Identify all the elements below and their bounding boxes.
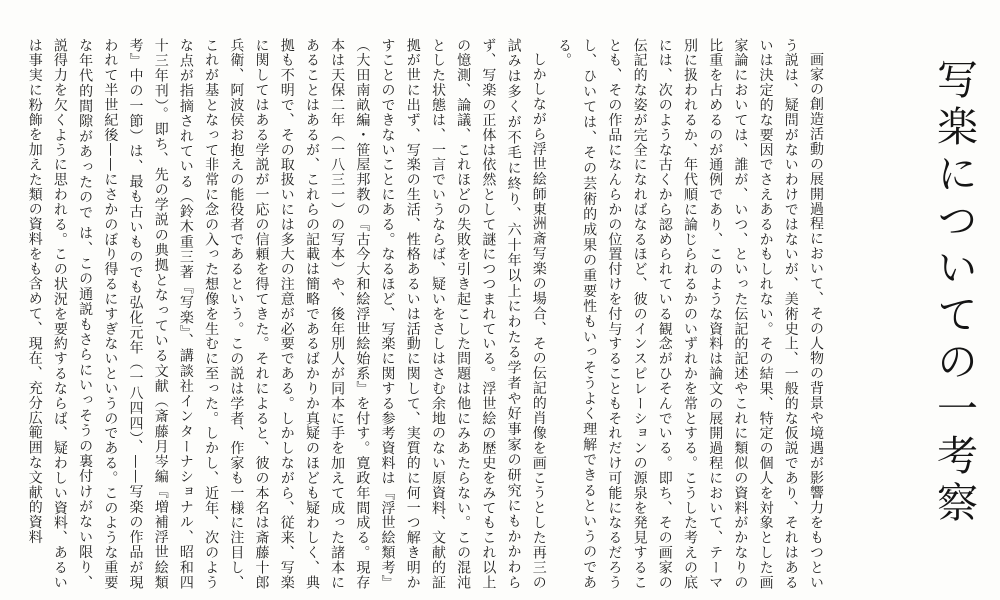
paragraph-intro: 画家の創造活動の展開過程において、その人物の背景や境遇が影響力をもつという説は、疑問がないわけではないが、美術史上、一般的な仮説であり、それはあるいは決定的な要因でさえあるかもしれない。その結果、特定の個人を対象とした画家論においては、誰が、いつ、といった伝記的記述やこれに類似の資料がかなりの比重を占めるのが通例であり、このような資料は論文の展開過程において、テーマ別に扱われるか、年代順に論じられるかのいずれかを常とする。こうした考えの底には、次のような古くから認められている観念がひそんでいる。即ち、その画家の伝記的な姿が完全になればなるほど、彼のインスピレーションの源泉を発見することも、その作品になんらかの位置付けを付与することもそれだけ可能になるだろうし、ひいては、その芸術的成果の重要性もいっそうよく理解できるというのである。 xyxy=(555,38,824,590)
paragraph-sharaku: しかしながら浮世絵師東洲斎写楽の場合、その伝記的肖像を画こうとした再三の試みは多くが不毛に終り、六十年以上にわたる学者や好事家の研究にもかかわらず、写楽の正体は依然として謎につつまれている。浮世絵の歴史をみてもこれ以上の憶測、論議、これほどの失敗を引き起こした問題は他にみあたらない。この混沌とした状態は、一言でいうならば、疑いをさしはさむ余地のない原資料、文献的証拠が世に出ず、写楽の生活、性格あるいは活動に関して、実質的に何一つ解き明かすことのできないことにある。なるほど、写楽に関する参考資料は『浮世絵類考』（大田南畝編・笹屋邦教の『古今大和絵浮世絵始系』を付す。寛政年間成る。現存本は天保二年（一八三一）の写本）や、後年別人が同本に手を加えて成った諸本にあることはあるが、これらの記載は簡略であるばかりか真疑のほども疑わしく、典拠も不明で、その取扱いには多大の注意が必要である。しかしながら、従来、写楽に関してはある学説が一応の信頼を得てきた。それによると、彼の本名は斎藤十郎兵衛、阿波侯お抱えの能役者であるという。この説は学者、作家も一様に注目し、これが基となって非常に念の入った想像を生むに至った。しかし、近年、次のような点が指摘されている（鈴木重三著『写楽』、講談社インターナショナル、昭和四十三年刊）。即ち、先の学説の典拠となっている文献（斎藤月岑編『増補浮世絵類考』中の一節）は、最も古いものでも弘化元年（一八四四）、——写楽の作品が現われて半世紀後——にさかのぼり得るにすぎないというのである。このような重要な年代的間隙があったので は、この通説もさらにいっそうの裏付けがない限り、説得力を欠くように思われる。この状況を要約するならば、疑わしい資料、あるいは事実に粉飾を加えた類の資料をも含めて、現在、充分広範囲な文献的資料 xyxy=(26,38,547,590)
essay-body xyxy=(26,38,828,590)
essay-title: 写楽についての一考察 xyxy=(930,58,978,528)
